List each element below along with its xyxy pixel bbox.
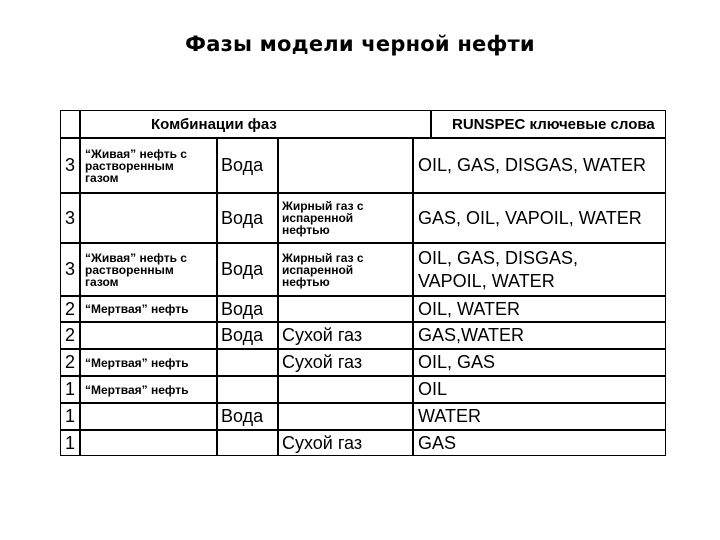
water-phase — [216, 350, 277, 375]
slide-title: Фазы модели черной нефти — [185, 32, 535, 56]
water-phase — [216, 431, 277, 455]
gas-phase: Сухой газ — [277, 431, 412, 455]
phase-count: 2 — [64, 352, 75, 372]
water-phase: Вода — [216, 297, 277, 321]
water-phase: Вода — [216, 244, 277, 295]
table-row — [61, 242, 665, 295]
phase-count: 1 — [64, 432, 75, 453]
table-row — [61, 321, 665, 348]
runspec-keywords: GAS,WATER — [412, 323, 665, 348]
table-row — [61, 192, 665, 242]
oil-phase: “Мертвая” нефть — [79, 350, 216, 375]
runspec-keywords: OIL, GAS — [412, 350, 665, 375]
gas-phase: Сухой газ — [277, 323, 412, 348]
table-row — [61, 137, 665, 192]
runspec-keywords: OIL, GAS, DISGAS, WATER — [412, 139, 665, 192]
phase-count: 2 — [64, 298, 75, 319]
oil-phase: “Живая” нефть с растворенным газом — [79, 139, 216, 192]
oil-phase: “Мертвая” нефть — [79, 377, 216, 402]
runspec-keywords: OIL, WATER — [412, 297, 665, 321]
gas-phase: Жирный газ с испаренной нефтью — [277, 194, 412, 242]
table-row — [61, 295, 665, 321]
gas-phase — [277, 139, 412, 192]
table-header-row — [61, 111, 665, 137]
gas-phase: Жирный газ с испаренной нефтью — [277, 244, 412, 295]
phase-table — [60, 110, 666, 456]
table-row — [61, 348, 665, 375]
oil-phase — [79, 323, 216, 348]
oil-phase — [79, 194, 216, 242]
gas-phase — [277, 404, 412, 429]
phase-count: 1 — [64, 406, 75, 426]
gas-phase — [277, 297, 412, 321]
phase-count: 3 — [64, 155, 75, 175]
water-phase — [216, 377, 277, 402]
oil-phase — [79, 404, 216, 429]
phase-count: 3 — [64, 259, 75, 279]
gas-phase: Сухой газ — [277, 350, 412, 375]
phase-count: 1 — [64, 379, 75, 399]
oil-phase: “Мертвая” нефть — [79, 297, 216, 321]
oil-phase: “Живая” нефть с растворенным газом — [79, 244, 216, 295]
table-row — [61, 402, 665, 429]
runspec-keywords: WATER — [412, 404, 665, 429]
table-row — [61, 429, 665, 455]
runspec-keywords: GAS — [412, 431, 665, 455]
water-phase: Вода — [216, 404, 277, 429]
water-phase: Вода — [216, 323, 277, 348]
phase-count: 2 — [64, 325, 75, 345]
runspec-keywords: OIL, GAS, DISGAS, VAPOIL, WATER — [412, 244, 665, 295]
header-blank — [61, 111, 79, 137]
water-phase: Вода — [216, 194, 277, 242]
runspec-keywords: OIL — [412, 377, 665, 402]
header-keywords: RUNSPEC ключевые слова — [430, 111, 665, 137]
oil-phase — [79, 431, 216, 455]
phase-count: 3 — [64, 207, 75, 228]
water-phase: Вода — [216, 139, 277, 192]
header-combinations: Комбинации фаз — [79, 111, 430, 137]
runspec-keywords: GAS, OIL, VAPOIL, WATER — [412, 194, 665, 242]
gas-phase — [277, 377, 412, 402]
table-row — [61, 375, 665, 402]
